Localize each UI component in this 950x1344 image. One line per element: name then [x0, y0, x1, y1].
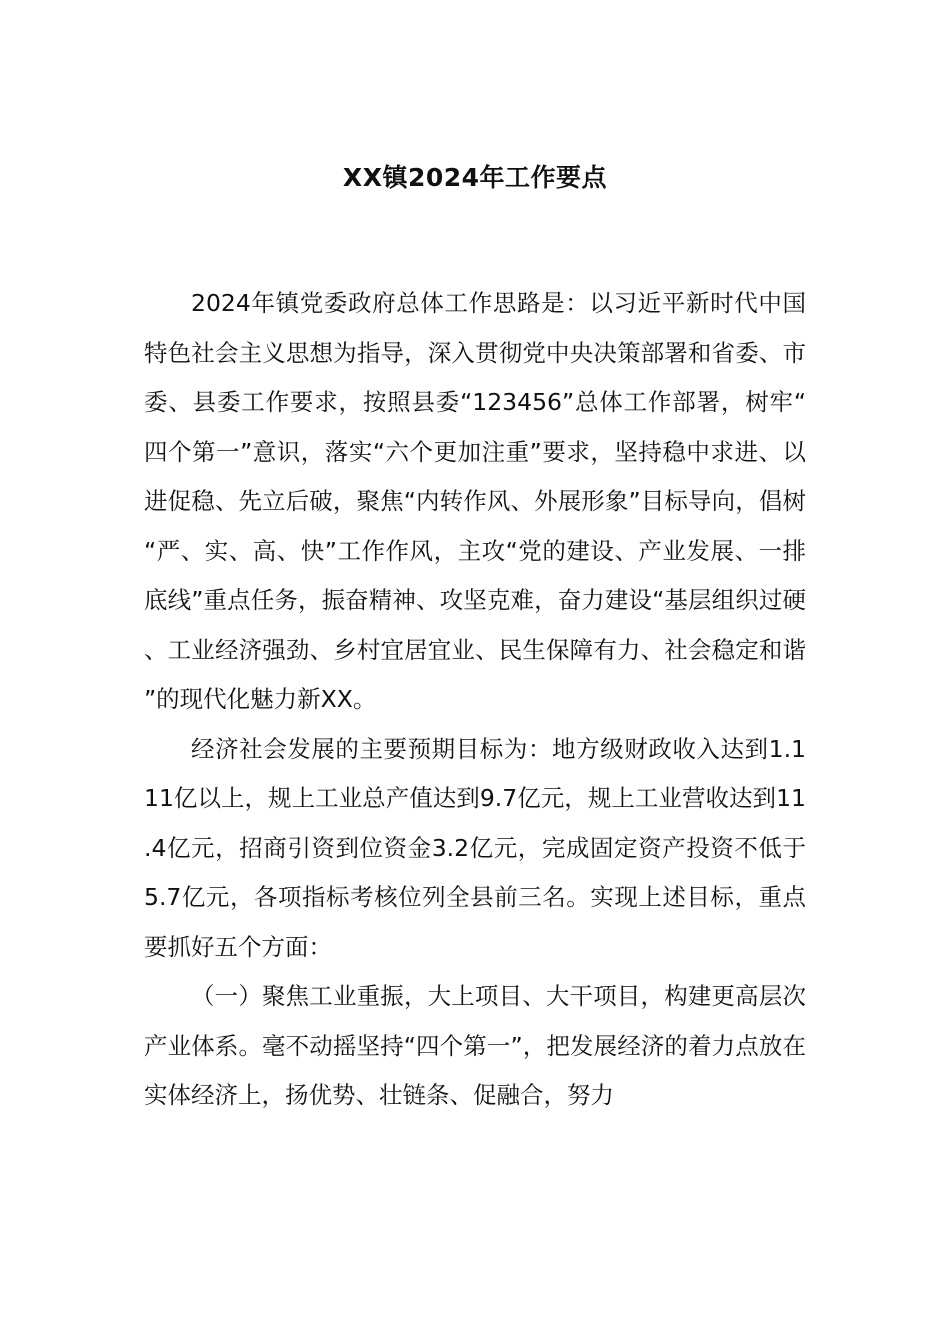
document-body — [144, 279, 806, 1121]
paragraph-general-approach: 2024年镇党委政府总体工作思路是：以习近平新时代中国特色社会主义思想为指导，深入贯彻党中央决策部署和省委、市委、县委工作要求，按照县委“123456”总体工作部署，树牢“四个第一”意识，落实“六个更加注重”要求，坚持稳中求进、以进促稳、先立后破，聚焦“内转作风、外展形象”目标导向，倡树“严、实、高、快”工作作风，主攻“党的建设、产业发展、一排底线”重点任务，振奋精神、攻坚克难，奋力建设“基层组织过硬、工业经济强劲、乡村宜居宜业、民生保障有力、社会稳定和谐”的现代化魅力新XX。 — [144, 289, 806, 713]
paragraph-section-one: （一）聚焦工业重振，大上项目、大干项目，构建更高层次产业体系。毫不动摇坚持“四个第一”，把发展经济的着力点放在实体经济上，扬优势、壮链条、促融合，努力 — [144, 982, 806, 1109]
paragraph-expected-targets: 经济社会发展的主要预期目标为：地方级财政收入达到1.111亿以上，规上工业总产值达到9.7亿元，规上工业营收达到11.4亿元，招商引资到位资金3.2亿元，完成固定资产投资不低于5.7亿元，各项指标考核位列全县前三名。实现上述目标，重点要抓好五个方面： — [144, 734, 806, 961]
document-title: XX镇2024年工作要点 — [342, 163, 608, 192]
